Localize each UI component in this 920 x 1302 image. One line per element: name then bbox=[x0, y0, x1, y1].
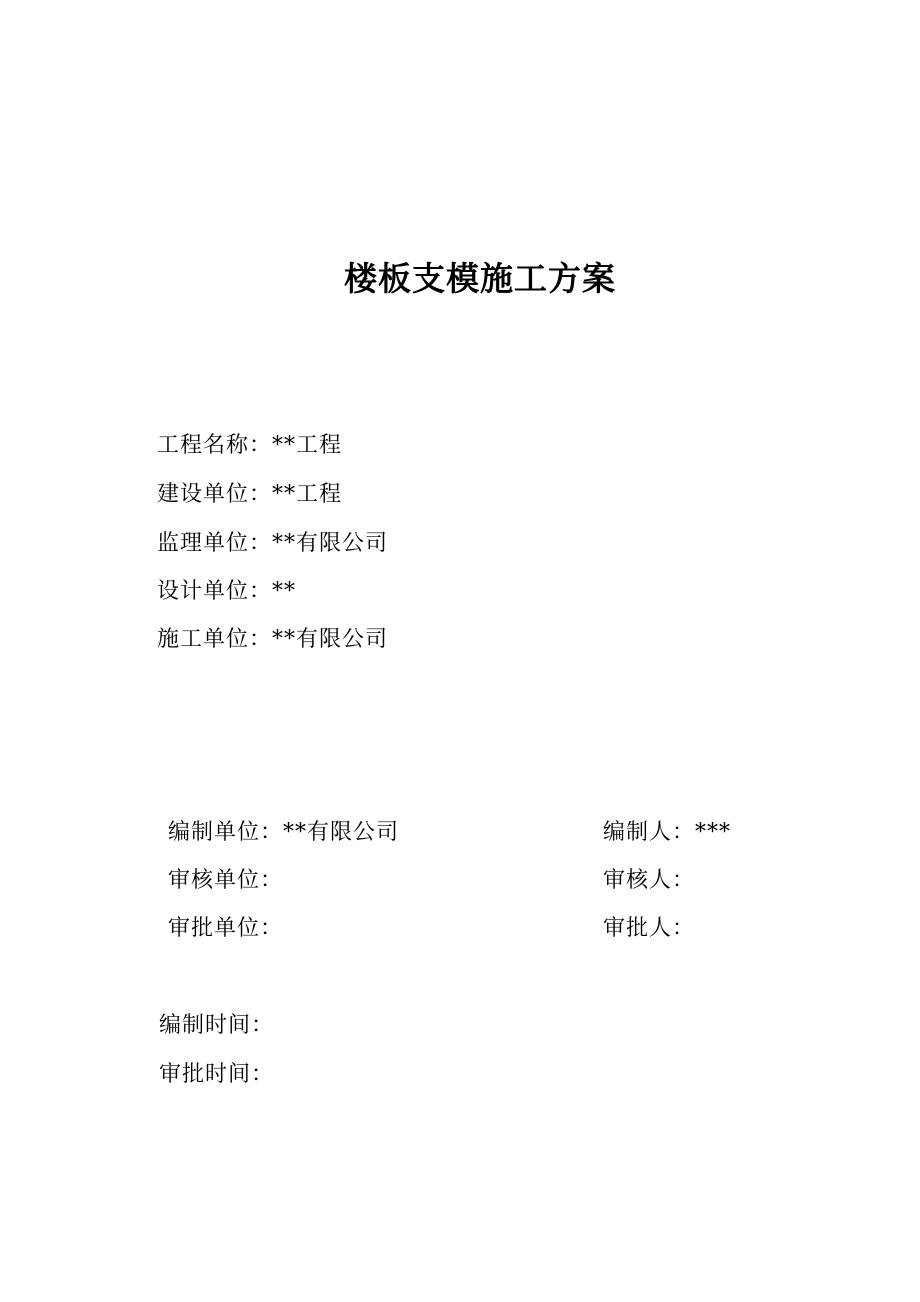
compile-date-label: 编制时间： bbox=[159, 1013, 275, 1038]
reviewer-line bbox=[603, 866, 695, 896]
compile-date-line bbox=[159, 1011, 274, 1041]
approver-line bbox=[603, 914, 695, 944]
project-name-value: **工程 bbox=[272, 433, 343, 458]
design-unit-line bbox=[157, 577, 296, 607]
compiler-label: 编制人： bbox=[603, 820, 696, 845]
approval-date-line bbox=[159, 1060, 274, 1090]
construction-unit-label: 施工单位： bbox=[157, 627, 273, 652]
owner-unit-value: **工程 bbox=[272, 482, 343, 507]
owner-unit-label: 建设单位： bbox=[157, 482, 273, 507]
design-unit-value: ** bbox=[272, 579, 297, 604]
compiling-unit-line bbox=[168, 818, 399, 848]
supervision-unit-label: 监理单位： bbox=[157, 531, 273, 556]
supervision-unit-value: **有限公司 bbox=[272, 531, 389, 556]
approval-date-label: 审批时间： bbox=[159, 1062, 275, 1087]
compiler-line bbox=[603, 818, 731, 848]
approver-label: 审批人： bbox=[603, 916, 696, 941]
owner-unit-line bbox=[157, 480, 342, 510]
compiling-unit-label: 编制单位： bbox=[168, 820, 284, 845]
review-unit-line bbox=[168, 866, 283, 896]
compiling-unit-value: **有限公司 bbox=[283, 820, 400, 845]
supervision-unit-line bbox=[157, 529, 388, 559]
approval-unit-line bbox=[168, 914, 283, 944]
document-title: 楼板支模施工方案 bbox=[344, 259, 616, 298]
review-unit-label: 审核单位： bbox=[168, 868, 284, 893]
design-unit-label: 设计单位： bbox=[157, 579, 273, 604]
compiler-value: *** bbox=[695, 820, 732, 845]
construction-unit-value: **有限公司 bbox=[272, 627, 389, 652]
construction-unit-line bbox=[157, 625, 388, 655]
project-name-line bbox=[157, 431, 342, 461]
project-name-label: 工程名称： bbox=[157, 433, 273, 458]
reviewer-label: 审核人： bbox=[603, 868, 696, 893]
approval-unit-label: 审批单位： bbox=[168, 916, 284, 941]
